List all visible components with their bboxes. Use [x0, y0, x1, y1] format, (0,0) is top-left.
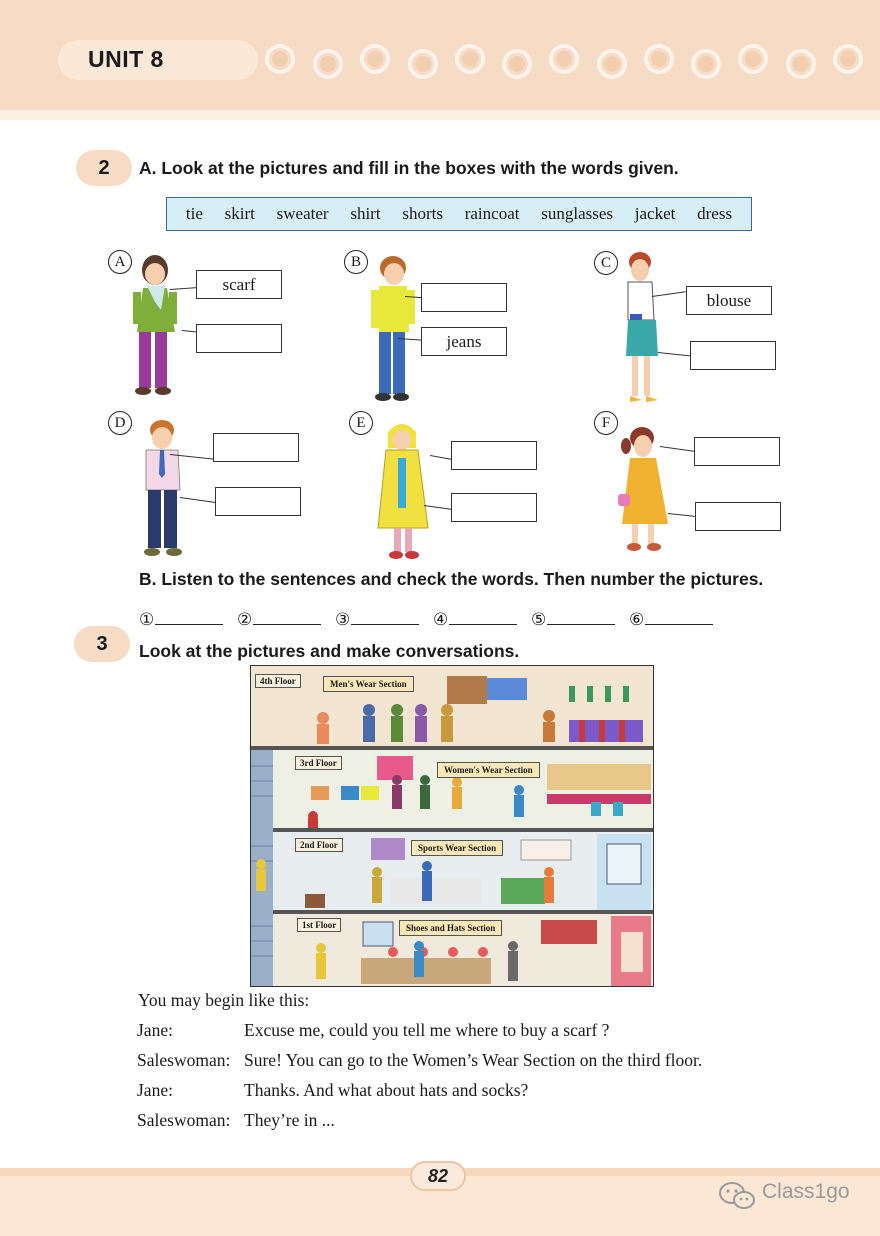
floor-sign: 1st Floor	[297, 918, 341, 932]
decorative-ring	[455, 44, 485, 74]
figure-f-person-illustration	[612, 424, 676, 554]
blank-2[interactable]	[237, 610, 321, 630]
decorative-ring	[691, 49, 721, 79]
conversation-line	[137, 1080, 528, 1101]
section-sign: Women's Wear Section	[437, 762, 540, 778]
utterance: Sure! You can go to the Women’s Wear Section on the third floor.	[244, 1050, 703, 1070]
word-bank-item: jacket	[634, 204, 676, 223]
section-3-badge: 3	[74, 626, 130, 662]
decorative-ring	[549, 44, 579, 74]
speaker: Jane:	[137, 1020, 173, 1040]
decorative-ring	[408, 49, 438, 79]
figure-c-person-illustration	[618, 250, 668, 405]
word-bank-item: sweater	[276, 204, 329, 223]
word-bank	[166, 197, 752, 231]
figure-f-letter: F	[594, 411, 618, 435]
blank-3[interactable]	[335, 610, 419, 630]
section-sign: Men's Wear Section	[323, 676, 414, 692]
section-2-badge: 2	[76, 150, 132, 186]
blank-number: ⑥	[629, 610, 645, 629]
blank-4[interactable]	[433, 610, 517, 630]
blank-number: ④	[433, 610, 449, 629]
floor-sign: 3rd Floor	[295, 756, 342, 770]
blank-number: ③	[335, 610, 351, 629]
figure-d-letter: D	[108, 411, 132, 435]
blank-number: ①	[139, 610, 155, 629]
decorative-ring	[265, 44, 295, 74]
utterance: They’re in ...	[244, 1110, 335, 1130]
section-sign: Shoes and Hats Section	[399, 920, 502, 936]
blank-5[interactable]	[531, 610, 615, 630]
wechat-icon	[718, 1181, 758, 1211]
figure-c-letter: C	[594, 251, 618, 275]
blank-1[interactable]	[139, 610, 223, 630]
speaker: Saleswoman:	[137, 1050, 231, 1070]
part-a-heading: A. Look at the pictures and fill in the boxes with the words given.	[139, 158, 679, 178]
speaker: Jane:	[137, 1080, 173, 1100]
floor-sign: 4th Floor	[255, 674, 301, 688]
figure-d-person-illustration	[136, 418, 196, 560]
header-strip	[0, 110, 880, 120]
answer-box-c2[interactable]	[690, 341, 776, 370]
answer-box-f1[interactable]	[694, 437, 780, 466]
decorative-ring	[313, 49, 343, 79]
answer-box-f2[interactable]	[695, 502, 781, 531]
answer-box-b2[interactable]: jeans	[421, 327, 507, 356]
utterance: Thanks. And what about hats and socks?	[244, 1080, 529, 1100]
word-bank-item: skirt	[224, 204, 255, 223]
answer-box-a1[interactable]: scarf	[196, 270, 282, 299]
decorative-ring	[360, 44, 390, 74]
speaker: Saleswoman:	[137, 1110, 231, 1130]
figure-a-letter: A	[108, 250, 132, 274]
figure-a-person-illustration	[125, 250, 195, 400]
decorative-ring	[738, 44, 768, 74]
answer-box-a2[interactable]	[196, 324, 282, 353]
conversation-intro: You may begin like this:	[138, 990, 310, 1010]
blank-6[interactable]	[629, 610, 713, 630]
page-number: 82	[410, 1161, 466, 1191]
figure-b-letter: B	[344, 250, 368, 274]
conversation-line	[137, 1110, 335, 1131]
department-store-illustration	[250, 665, 654, 987]
conversation-line	[137, 1050, 702, 1071]
answer-box-d1[interactable]	[213, 433, 299, 462]
blank-number: ②	[237, 610, 253, 629]
conversation-line	[137, 1020, 609, 1041]
decorative-ring	[833, 44, 863, 74]
section-sign: Sports Wear Section	[411, 840, 503, 856]
figure-e-person-illustration	[372, 418, 438, 562]
answer-box-c1[interactable]: blouse	[686, 286, 772, 315]
word-bank-item: raincoat	[464, 204, 520, 223]
word-bank-item: tie	[185, 204, 203, 223]
word-bank-item: dress	[697, 204, 733, 223]
watermark-text: Class1go	[762, 1180, 850, 1203]
section-3-heading: Look at the pictures and make conversations.	[139, 641, 520, 661]
floor-sign: 2nd Floor	[295, 838, 343, 852]
answer-box-d2[interactable]	[215, 487, 301, 516]
decorative-ring	[502, 49, 532, 79]
unit-title: UNIT 8	[88, 46, 164, 72]
decorative-ring	[597, 49, 627, 79]
word-bank-item: shirt	[350, 204, 381, 223]
word-bank-item: shorts	[402, 204, 443, 223]
decorative-ring	[786, 49, 816, 79]
word-bank-item: sunglasses	[541, 204, 614, 223]
blank-number: ⑤	[531, 610, 547, 629]
answer-box-b1[interactable]	[421, 283, 507, 312]
figure-b-person-illustration	[365, 252, 425, 404]
figure-e-letter: E	[349, 411, 373, 435]
answer-box-e2[interactable]	[451, 493, 537, 522]
part-b-heading: B. Listen to the sentences and check the words. Then number the pictures.	[139, 569, 764, 589]
decorative-ring	[644, 44, 674, 74]
answer-box-e1[interactable]	[451, 441, 537, 470]
utterance: Excuse me, could you tell me where to buy a scarf ?	[244, 1020, 610, 1040]
